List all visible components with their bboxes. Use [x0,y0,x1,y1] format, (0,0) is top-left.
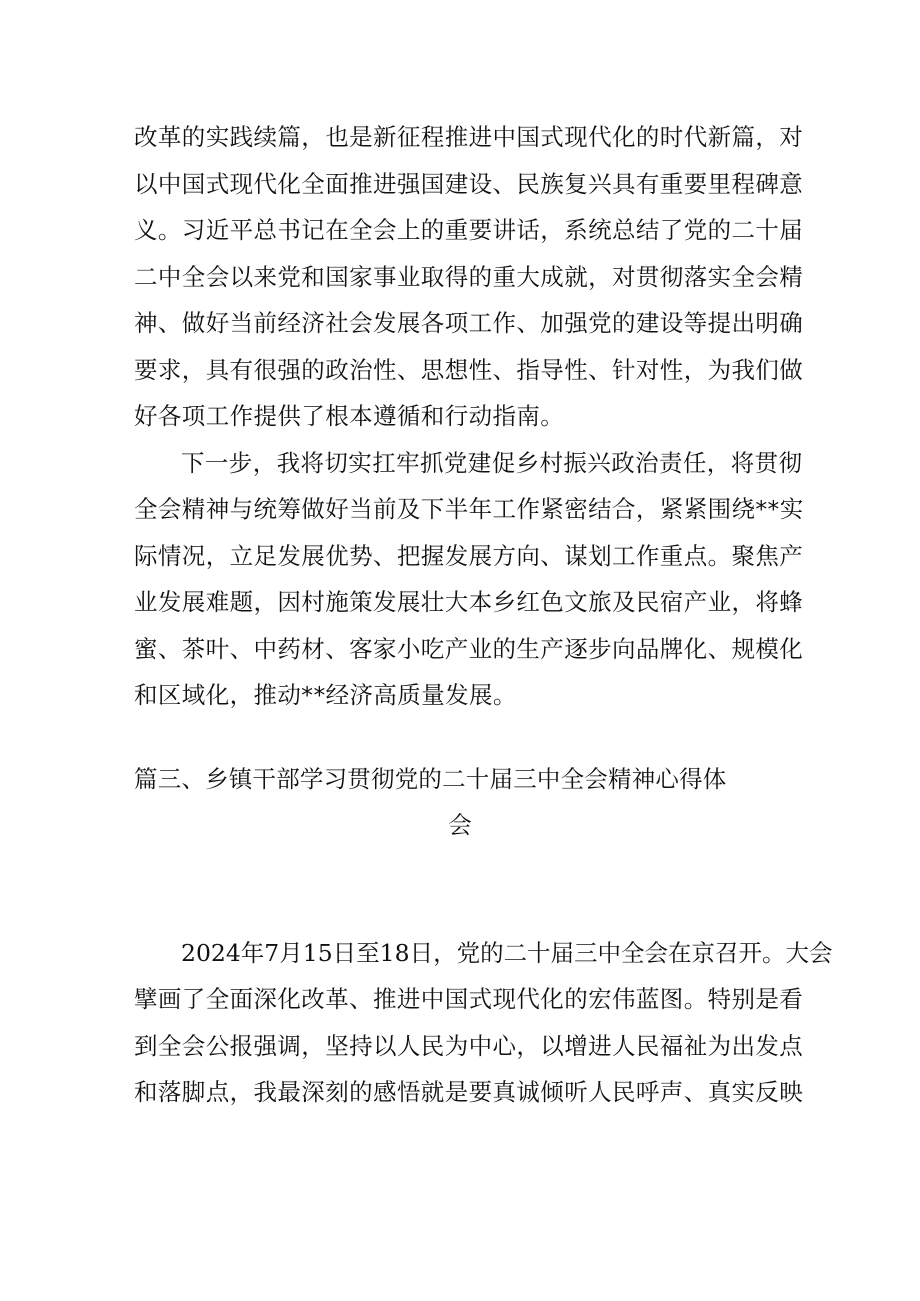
text-line: 以中国式现代化全面推进强国建设、民族复兴具有重要里程碑意 [134,170,804,198]
text-line: 下一步，我将切实扛牢抓党建促乡村振兴政治责任，将贯彻 [181,449,803,477]
text-line: 和区域化，推动**经济高质量发展。 [134,681,517,709]
text-line: 全会精神与统筹做好当前及下半年工作紧密结合，紧紧围绕**实 [134,495,804,523]
text-line: 2024年7月15日至18日，党的二十届三中全会在京召开。大会 [181,939,833,967]
text-line: 和落脚点，我最深刻的感悟就是要真诚倾听人民呼声、真实反映 [134,1078,804,1106]
text-line: 蜜、茶叶、中药材、客家小吃产业的生产逐步向品牌化、规模化 [134,635,804,663]
text-line: 神、做好当前经济社会发展各项工作、加强党的建设等提出明确 [134,309,804,337]
text-line: 二中全会以来党和国家事业取得的重大成就，对贯彻落实全会精 [134,263,804,291]
text-line: 到全会公报强调，坚持以人民为中心，以增进人民福祉为出发点 [134,1032,804,1060]
text-line: 改革的实践续篇，也是新征程推进中国式现代化的时代新篇，对 [134,123,804,151]
text-line: 好各项工作提供了根本遵循和行动指南。 [134,402,565,430]
text-line: 要求，具有很强的政治性、思想性、指导性、针对性，为我们做 [134,356,804,384]
text-line: 义。习近平总书记在全会上的重要讲话，系统总结了党的二十届 [134,216,804,244]
text-line: 业发展难题，因村施策发展壮大本乡红色文旅及民宿产业，将蜂 [134,588,804,616]
section-title-continuation: 会 [448,811,472,839]
section-title-line: 篇三、乡镇干部学习贯彻党的二十届三中全会精神心得体 [134,765,727,793]
text-line: 际情况，立足发展优势、把握发展方向、谋划工作重点。聚焦产 [134,542,804,570]
text-line: 擘画了全面深化改革、推进中国式现代化的宏伟蓝图。特别是看 [134,985,804,1013]
